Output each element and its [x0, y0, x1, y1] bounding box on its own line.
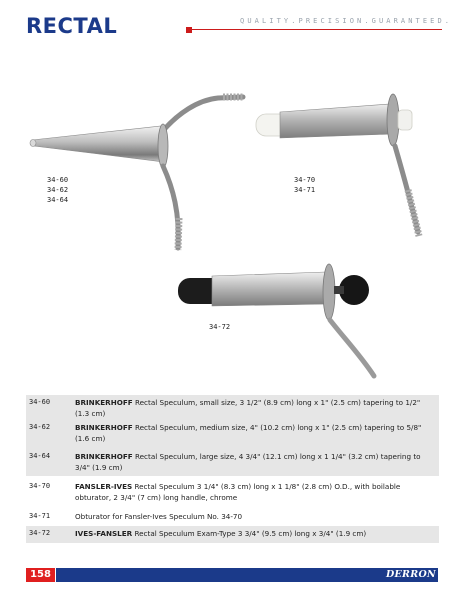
figure-2-codes [294, 175, 315, 195]
figure-code: 34-60 [47, 176, 69, 184]
figure-code: 34-62 [47, 186, 69, 194]
table-row [26, 526, 439, 543]
brand-logo: DERRON [385, 569, 436, 580]
item-name: BRINKERHOFF [75, 452, 133, 461]
item-name: BRINKERHOFF [75, 398, 133, 407]
item-name: BRINKERHOFF [75, 423, 133, 432]
table-row [26, 418, 439, 447]
item-description [75, 526, 439, 543]
fansler-ives-speculum-image [252, 90, 442, 250]
figure-1-codes [47, 175, 68, 205]
figure-code: 34-70 [294, 176, 316, 184]
item-code: 34-71 [29, 512, 51, 520]
brinkerhoff-speculum-image [28, 88, 258, 258]
item-description [75, 420, 439, 447]
item-code: 34-70 [29, 482, 51, 490]
item-detail: Rectal Speculum, large size, 4 3/4" (12.1 cm) long x 1 1/4" (3.2 cm) tapering to 3/4" (1.9 cm) [75, 452, 421, 472]
figure-code: 34-71 [294, 186, 316, 194]
figure-code: 34-72 [209, 323, 231, 331]
table-row [26, 395, 439, 418]
tagline-square [186, 27, 192, 33]
item-detail: Rectal Speculum Exam-Type 3 3/4" (9.5 cm) long x 3/4" (1.9 cm) [134, 529, 367, 538]
item-detail: Rectal Speculum 3 1/4" (8.3 cm) long x 1 1/8" (2.8 cm) O.D., with boilable obturator, 2 3/4" (7 cm) long handle, chrome [75, 482, 401, 502]
item-description [75, 449, 439, 476]
tagline: QUALITY.PRECISION.GUARANTEED. [240, 17, 453, 25]
item-description [75, 509, 439, 526]
item-detail: Obturator for Fansler-Ives Speculum No. 34-70 [75, 512, 243, 521]
item-code: 34-72 [29, 529, 51, 537]
product-table [26, 395, 439, 543]
item-description [75, 479, 439, 506]
table-row [26, 476, 439, 509]
figure-3-codes [209, 322, 230, 332]
tagline-rule [192, 29, 442, 30]
item-code: 34-62 [29, 423, 51, 431]
page-number: 158 [30, 569, 51, 580]
item-code: 34-60 [29, 398, 51, 406]
item-detail: Rectal Speculum, small size, 3 1/2" (8.9 cm) long x 1" (2.5 cm) tapering to 1/2" (1.3 cm) [75, 398, 421, 418]
table-row [26, 509, 439, 526]
ives-fansler-speculum-image [176, 252, 386, 382]
page-title: RECTAL [26, 14, 118, 38]
figure-code: 34-64 [47, 196, 69, 204]
table-row [26, 447, 439, 476]
item-code: 34-64 [29, 452, 51, 460]
item-name: IVES-FANSLER [75, 529, 133, 538]
item-detail: Rectal Speculum, medium size, 4" (10.2 cm) long x 1" (2.5 cm) tapering to 5/8" (1.6 cm) [75, 423, 422, 443]
item-name: FANSLER-IVES [75, 482, 133, 491]
